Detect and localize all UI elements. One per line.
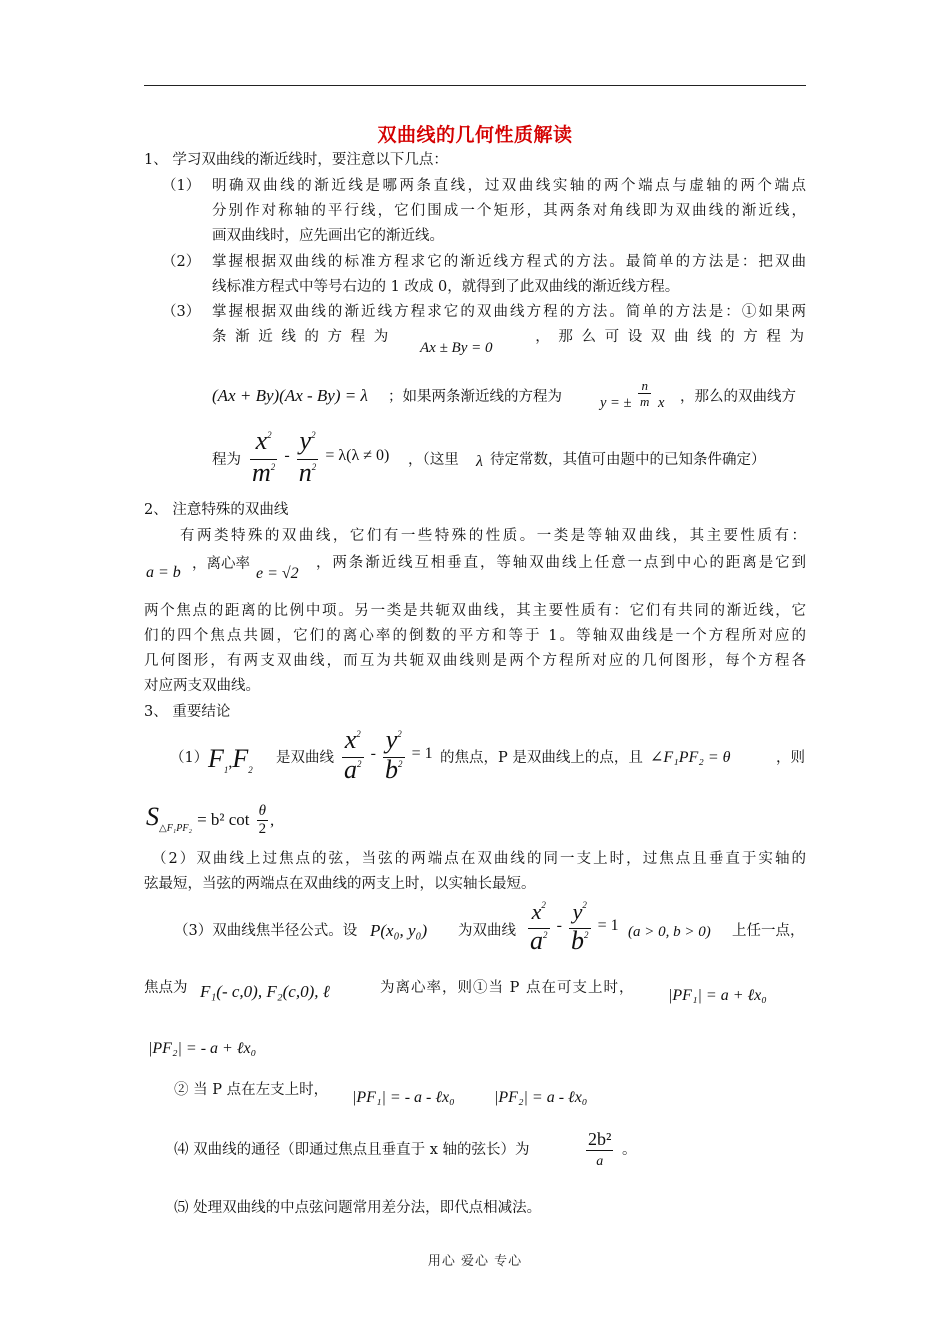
fraction-m: m bbox=[640, 394, 650, 409]
two-denominator: 2 bbox=[258, 821, 267, 837]
x2-over-m2: $\frac{x^2}{m^2}$ bbox=[250, 428, 277, 491]
b-squared-c1: b bbox=[385, 755, 399, 784]
conclusion-2-line-1: （2）双曲线上过焦点的弦，当弦的两端点在双曲线的同一支上时，过焦点且垂直于实轴的 bbox=[152, 851, 806, 867]
b-squared-c3: b bbox=[571, 926, 585, 955]
conclusion-4-text: ⑷ 双曲线的通径（即通过焦点且垂直于 x 轴的弦长）为 bbox=[174, 1142, 530, 1158]
right-branch-PF2: |PF₂| = - a + ℓx₀ bbox=[148, 1040, 257, 1057]
area-subscript: △F₁PF₂ bbox=[159, 823, 192, 834]
equals-one-c1: = 1 bbox=[411, 745, 433, 762]
section-2-line-3: 两个焦点的距离的比例中项。另一类是共轭双曲线，其主要性质有：它们有共同的渐近线，它 bbox=[144, 603, 806, 619]
item-3-line-2a: 条 渐 近 线 的 方 程 为 bbox=[212, 329, 391, 345]
y-squared-c1: y bbox=[385, 725, 398, 754]
asymptote-equation: Ax ± By = 0 bbox=[420, 340, 493, 356]
area-S: S bbox=[146, 802, 159, 831]
right-branch-PF1: |PF₁| = a + ℓx₀ bbox=[668, 987, 767, 1004]
hyperbola-equation-mn: $\frac{x^2}{m^2}$ - $\frac{y^2}{n^2}$ = λ(λ ≠ 0) bbox=[248, 428, 389, 491]
m-squared: m bbox=[252, 458, 271, 487]
item-1-number: （1） bbox=[162, 178, 201, 194]
conclusion-3-text-f: ② 当 P 点在左支上时， bbox=[174, 1082, 329, 1098]
equals-one-c3: = 1 bbox=[597, 916, 619, 934]
conclusion-2-line-2: 弦最短，当弦的两端点在双曲线的两支上时，以实轴长最短。 bbox=[144, 876, 536, 892]
item-3-line-3a: ；如果两条渐近线的方程为 bbox=[388, 389, 562, 405]
2b2-over-a bbox=[586, 1128, 613, 1173]
triangle-area-formula: $S_{\triangle F_1PF_2} = b^2$ cot $\frac{\theta}{2}$ , bbox=[146, 802, 275, 837]
theta-numerator: θ bbox=[257, 803, 269, 821]
item-3-line-3b: ，那么的双曲线方 bbox=[680, 389, 796, 405]
page-footer: 用心 爱心 专心 bbox=[427, 1254, 523, 1269]
x-squared: x bbox=[255, 426, 268, 455]
ab-positive-condition: (a > 0, b > 0) bbox=[628, 924, 711, 940]
foci-F1-F2: $F_1,F_2$ bbox=[208, 744, 253, 775]
item-3-line-4c: 待定常数，其值可由题中的已知条件确定） bbox=[490, 452, 766, 468]
foci-coordinates: F₁(- c,0), F₂(c,0), ℓ bbox=[200, 982, 330, 1001]
conclusion-5-text: ⑸ 处理双曲线的中点弦问题常用差分法，即代点相减法。 bbox=[174, 1200, 542, 1216]
F2-symbol: F bbox=[232, 744, 249, 773]
x2-over-a2-c3: $\frac{x^2}{a^2}$ bbox=[528, 900, 550, 958]
left-branch-PF2: |PF₂| = a - ℓx₀ bbox=[494, 1089, 588, 1106]
x-squared-c1: x bbox=[344, 725, 357, 754]
item-2-line-2: 线标准方程式中等号右边的 1 改成 0，就得到了此双曲线的渐近线方程。 bbox=[212, 279, 680, 295]
document-title: 双曲线的几何性质解读 bbox=[377, 124, 573, 146]
left-branch-PF1: |PF₁| = - a - ℓx₀ bbox=[352, 1089, 455, 1106]
conclusion-1-text-a: 是双曲线 bbox=[276, 750, 334, 766]
item-1-line-2: 分别作对称轴的平行线，它们围成一个矩形，其两条对角线即为双曲线的渐近线， bbox=[212, 203, 806, 219]
conclusion-1-text-b: 的焦点，P 是双曲线上的点，且 bbox=[440, 750, 643, 766]
x-squared-c3: x bbox=[531, 899, 542, 924]
latus-numerator: 2b² bbox=[588, 1129, 612, 1149]
item-3-line-4a: 程为 bbox=[212, 452, 241, 468]
section-1-heading: 1、 学习双曲线的渐近线时，要注意以下几点： bbox=[144, 152, 448, 168]
conclusion-1-number: （1） bbox=[170, 750, 209, 766]
section-2-line-2b: ，两条渐近线互相垂直，等轴双曲线上任意一点到中心的距离是它到 bbox=[316, 555, 806, 571]
section-3-heading: 3、 重要结论 bbox=[144, 704, 231, 720]
lambda-symbol: λ bbox=[476, 453, 483, 470]
y2-over-b2-c3: $\frac{y^2}{b^2}$ bbox=[569, 900, 591, 958]
item-3-number: （3） bbox=[162, 304, 201, 320]
header-rule bbox=[144, 85, 806, 86]
section-2-line-4: 们的四个焦点共圆，它们的离心率的倒数的平方和等于 1。等轴双曲线是一个方程所对应的 bbox=[144, 628, 806, 644]
latus-rectum-fraction bbox=[584, 1128, 615, 1173]
a-squared-c3: a bbox=[530, 926, 543, 955]
n-squared: n bbox=[298, 458, 312, 487]
hyperbola-equation-ab: $\frac{x^2}{a^2}$ - $\frac{y^2}{b^2}$ = 1 bbox=[340, 728, 433, 787]
conclusion-3-text-e: 为离心率，则①当 P 点在可支上时， bbox=[380, 980, 635, 996]
section-2-line-5: 几何图形，有两支双曲线，而互为共轭双曲线则是两个方程所对应的几何图形，每个方程各 bbox=[144, 653, 806, 669]
a-squared-c1: a bbox=[344, 755, 357, 784]
y-plus-minus: y = ± bbox=[600, 394, 632, 411]
variable-x: x bbox=[658, 394, 665, 411]
asymptote-slope bbox=[600, 378, 664, 409]
latus-denominator: a bbox=[596, 1154, 604, 1169]
theta-over-2 bbox=[257, 803, 269, 838]
eccentricity-sqrt2: e = √2 bbox=[256, 565, 299, 582]
F1-symbol: F bbox=[208, 744, 224, 773]
item-3-line-2b: ， 那 么 可 设 双 曲 线 的 方 程 为 bbox=[535, 329, 806, 345]
section-2-line-6: 对应两支双曲线。 bbox=[144, 678, 260, 694]
item-2-number: （2） bbox=[162, 254, 201, 270]
fraction-n: n bbox=[638, 378, 651, 394]
x2-over-a2: $\frac{x^2}{a^2}$ bbox=[342, 728, 364, 787]
item-3-line-4b: ，（这里 bbox=[408, 452, 459, 468]
conclusion-1-text-c: ，则 bbox=[776, 750, 805, 766]
point-P: P(x₀, y₀) bbox=[370, 921, 428, 940]
section-2-heading: 2、 注意特殊的双曲线 bbox=[144, 502, 289, 518]
conclusion-4-period: 。 bbox=[622, 1142, 637, 1158]
a-equals-b: a = b bbox=[146, 564, 181, 581]
item-2-line-1: 掌握根据双曲线的标准方程求它的渐近线方程式的方法。最简单的方法是：把双曲 bbox=[212, 254, 806, 270]
y-squared-c3: y bbox=[572, 899, 583, 924]
y2-over-n2: $\frac{y^2}{n^2}$ bbox=[297, 428, 319, 491]
y-squared: y bbox=[299, 426, 312, 455]
section-2-line-2a: ，离心率 bbox=[192, 556, 250, 572]
angle-F1PF2: ∠F₁PF₂ = θ bbox=[650, 749, 731, 766]
conclusion-3-text-d: 焦点为 bbox=[144, 980, 188, 996]
y2-over-b2: $\frac{y^2}{b^2}$ bbox=[383, 728, 405, 787]
item-1-line-1: 明确双曲线的渐近线是哪两条直线，过双曲线实轴的两个端点与虚轴的两个端点 bbox=[212, 178, 806, 194]
equals-lambda: = λ(λ ≠ 0) bbox=[325, 447, 390, 464]
lambda-product-equation: (Ax + By)(Ax - By) = λ bbox=[212, 386, 368, 405]
hyperbola-equation-ab-c3: $\frac{x^2}{a^2}$ - $\frac{y^2}{b^2}$ = 1 bbox=[526, 900, 619, 958]
section-2-line-1: 有两类特殊的双曲线，它们有一些特殊的性质。一类是等轴双曲线，其主要性质有： bbox=[180, 528, 806, 544]
conclusion-3-text-a: （3）双曲线焦半径公式。设 bbox=[174, 923, 358, 939]
item-3-line-1: 掌握根据双曲线的渐近线方程求它的双曲线方程的方法。简单的方法是：①如果两 bbox=[212, 304, 806, 320]
conclusion-3-text-c: 上任一点， bbox=[732, 923, 805, 939]
item-1-line-3: 画双曲线时，应先画出它的渐近线。 bbox=[212, 228, 444, 244]
conclusion-3-text-b: 为双曲线 bbox=[458, 923, 516, 939]
n-over-m-fraction bbox=[638, 378, 651, 409]
area-rhs: = b² cot bbox=[197, 810, 250, 829]
